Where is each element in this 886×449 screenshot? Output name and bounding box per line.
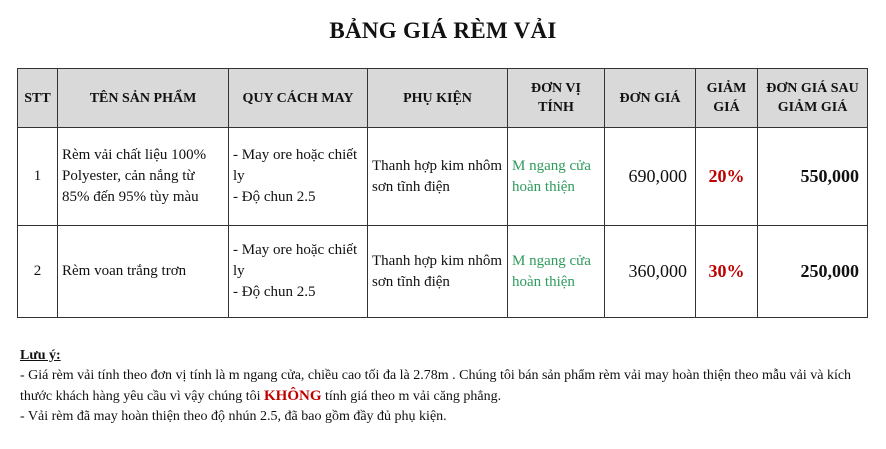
header-sewing-spec: QUY CÁCH MAY xyxy=(229,69,368,128)
cell-sewing-spec xyxy=(229,128,368,226)
table-row xyxy=(18,128,868,226)
note-line-1 xyxy=(20,366,880,407)
header-discount: GIẢM GIÁ xyxy=(696,69,758,128)
note-text: - Giá rèm vải tính theo đơn vị tính là m ngang cửa, chiều cao tối đa là 2.78m . Chúng tôi bán sản phẩm rèm vải may hoàn thiện theo mẫu vải và kích thước khách hàng yêu cầu vì vậy chúng tôi xyxy=(20,368,852,404)
cell-product-name: Rèm voan trắng trơn xyxy=(58,226,229,318)
header-accessory: PHỤ KIỆN xyxy=(368,69,508,128)
cell-price: 360,000 xyxy=(605,226,696,318)
header-unit: ĐƠN VỊ TÍNH xyxy=(508,69,605,128)
cell-unit: M ngang cửa hoàn thiện xyxy=(508,128,605,226)
cell-discount: 20% xyxy=(696,128,758,226)
spec-line: - Độ chun 2.5 xyxy=(233,189,316,205)
note-line-2: - Vải rèm đã may hoàn thiện theo độ nhún 2.5, đã bao gồm đầy đủ phụ kiện. xyxy=(20,409,447,424)
spec-line: - Độ chun 2.5 xyxy=(233,284,316,300)
cell-stt: 1 xyxy=(18,128,58,226)
note-text: tính giá theo m vải căng phẳng. xyxy=(321,389,502,404)
header-final-price: ĐƠN GIÁ SAU GIẢM GIÁ xyxy=(758,69,868,128)
notes-label: Lưu ý: xyxy=(20,348,61,363)
note-highlight: KHÔNG xyxy=(263,388,322,404)
cell-stt: 2 xyxy=(18,226,58,318)
header-product-name: TÊN SẢN PHẨM xyxy=(58,69,229,128)
cell-accessory: Thanh hợp kim nhôm sơn tĩnh điện xyxy=(368,226,508,318)
table-row xyxy=(18,226,868,318)
page-title: BẢNG GIÁ RÈM VẢI xyxy=(329,18,557,43)
spec-line: - May ore hoặc chiết ly xyxy=(233,147,358,184)
cell-sewing-spec xyxy=(229,226,368,318)
cell-product-name: Rèm vải chất liệu 100% Polyester, cản nắng từ 85% đến 95% tùy màu xyxy=(58,128,229,226)
cell-final-price: 250,000 xyxy=(758,226,868,318)
cell-unit: M ngang cửa hoàn thiện xyxy=(508,226,605,318)
header-stt: STT xyxy=(18,69,58,128)
header-price: ĐƠN GIÁ xyxy=(605,69,696,128)
cell-price: 690,000 xyxy=(605,128,696,226)
cell-final-price: 550,000 xyxy=(758,128,868,226)
price-table xyxy=(17,68,868,318)
table-header-row xyxy=(18,69,868,128)
cell-discount: 30% xyxy=(696,226,758,318)
notes-section xyxy=(20,346,880,427)
spec-line: - May ore hoặc chiết ly xyxy=(233,242,358,279)
cell-accessory: Thanh hợp kim nhôm sơn tĩnh điện xyxy=(368,128,508,226)
